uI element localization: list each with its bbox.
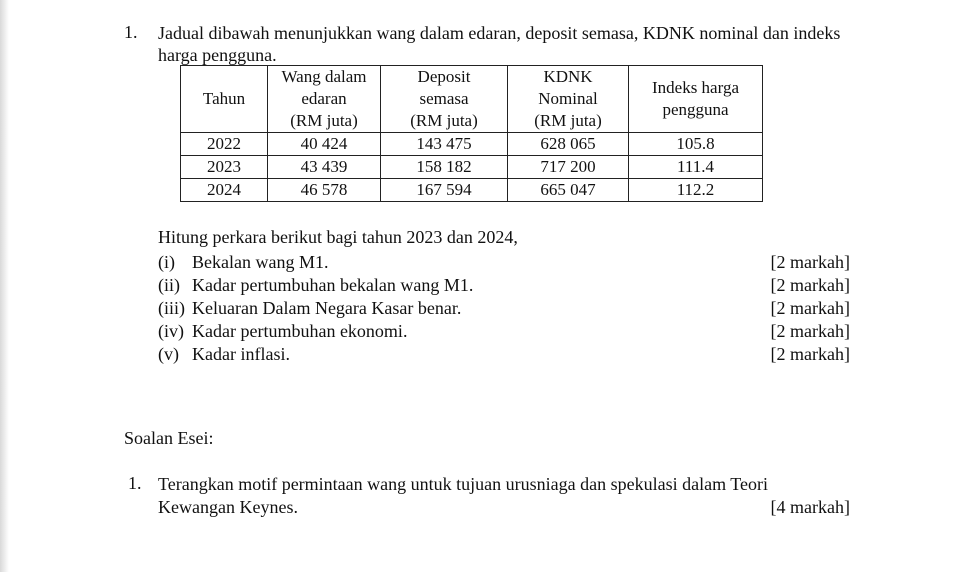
essay-marks: [4 markah]: [770, 497, 850, 517]
table-cell: 40 424: [268, 133, 381, 156]
table-cell: 158 182: [381, 156, 508, 179]
question-item: [158, 274, 850, 297]
item-label: [158, 251, 328, 274]
question-text: Jadual dibawah menunjukkan wang dalam edaran, deposit semasa, KDNK nominal dan indeks harga pengguna.: [158, 23, 841, 65]
header-line: KDNK: [543, 67, 593, 86]
table-cell: 43 439: [268, 156, 381, 179]
table-cell: 628 065: [508, 133, 629, 156]
table-cell: 2022: [181, 133, 268, 156]
question-item-list: [158, 251, 850, 366]
item-label: [158, 320, 407, 343]
item-text: Bekalan wang M1.: [192, 252, 329, 272]
header-deposit-semasa: [381, 66, 508, 133]
essay-question: [158, 473, 850, 519]
header-indeks-harga-pengguna: [629, 66, 763, 133]
item-number: (v): [158, 344, 179, 364]
header-tahun: [181, 66, 268, 133]
table-cell: 112.2: [629, 179, 763, 202]
question-item: [158, 297, 850, 320]
question-item: [158, 251, 850, 274]
header-wang-dalam-edaran: [268, 66, 381, 133]
item-label: [158, 274, 473, 297]
essay-line-2-row: [158, 496, 850, 519]
table-cell: 665 047: [508, 179, 629, 202]
table-cell: 167 594: [381, 179, 508, 202]
header-line: (RM juta): [410, 111, 478, 130]
item-number: (ii): [158, 275, 180, 295]
header-line: Indeks harga: [651, 78, 740, 97]
item-marks: [2 markah]: [770, 321, 850, 341]
table-row: [181, 179, 763, 202]
item-marks: [2 markah]: [770, 298, 850, 318]
page-edge-shadow: [0, 0, 9, 572]
table-cell: 143 475: [381, 133, 508, 156]
table-cell: 111.4: [629, 156, 763, 179]
table-cell: 46 578: [268, 179, 381, 202]
header-line: Deposit: [417, 67, 471, 86]
item-label: [158, 343, 290, 366]
header-line: Wang dalam: [281, 67, 367, 86]
header-line: Nominal: [538, 89, 598, 108]
item-number: (i): [158, 252, 175, 272]
item-label: [158, 297, 461, 320]
question-item: [158, 343, 850, 366]
table-header-row: [181, 66, 763, 133]
item-marks: [2 markah]: [770, 344, 850, 364]
essay-question-number: 1.: [128, 473, 142, 493]
header-line: (RM juta): [290, 111, 358, 130]
item-text: Keluaran Dalam Negara Kasar benar.: [192, 298, 462, 318]
item-number: (iv): [158, 321, 184, 341]
header-line: (RM juta): [534, 111, 602, 130]
essay-heading: Soalan Esei:: [124, 428, 214, 448]
essay-line-1: Terangkan motif permintaan wang untuk tujuan urusniaga dan spekulasi dalam Teori: [158, 474, 768, 494]
question-item: [158, 320, 850, 343]
item-number: (iii): [158, 298, 185, 318]
header-line: edaran: [301, 89, 347, 108]
question-number: 1.: [124, 22, 138, 42]
header-line: pengguna: [662, 100, 729, 119]
calculation-instruction: Hitung perkara berikut bagi tahun 2023 dan 2024,: [158, 227, 518, 247]
table-row: [181, 156, 763, 179]
header-kdnk-nominal: [508, 66, 629, 133]
header-line: semasa: [419, 89, 469, 108]
table-cell: 2023: [181, 156, 268, 179]
item-marks: [2 markah]: [770, 275, 850, 295]
item-text: Kadar inflasi.: [192, 344, 290, 364]
item-marks: [2 markah]: [770, 252, 850, 272]
table-cell: 717 200: [508, 156, 629, 179]
header-line: Tahun: [202, 89, 246, 108]
data-table: [180, 65, 763, 202]
table-cell: 2024: [181, 179, 268, 202]
table-row: [181, 133, 763, 156]
item-text: Kadar pertumbuhan ekonomi.: [192, 321, 408, 341]
item-text: Kadar pertumbuhan bekalan wang M1.: [192, 275, 474, 295]
essay-line-2: Kewangan Keynes.: [158, 497, 298, 517]
table-cell: 105.8: [629, 133, 763, 156]
